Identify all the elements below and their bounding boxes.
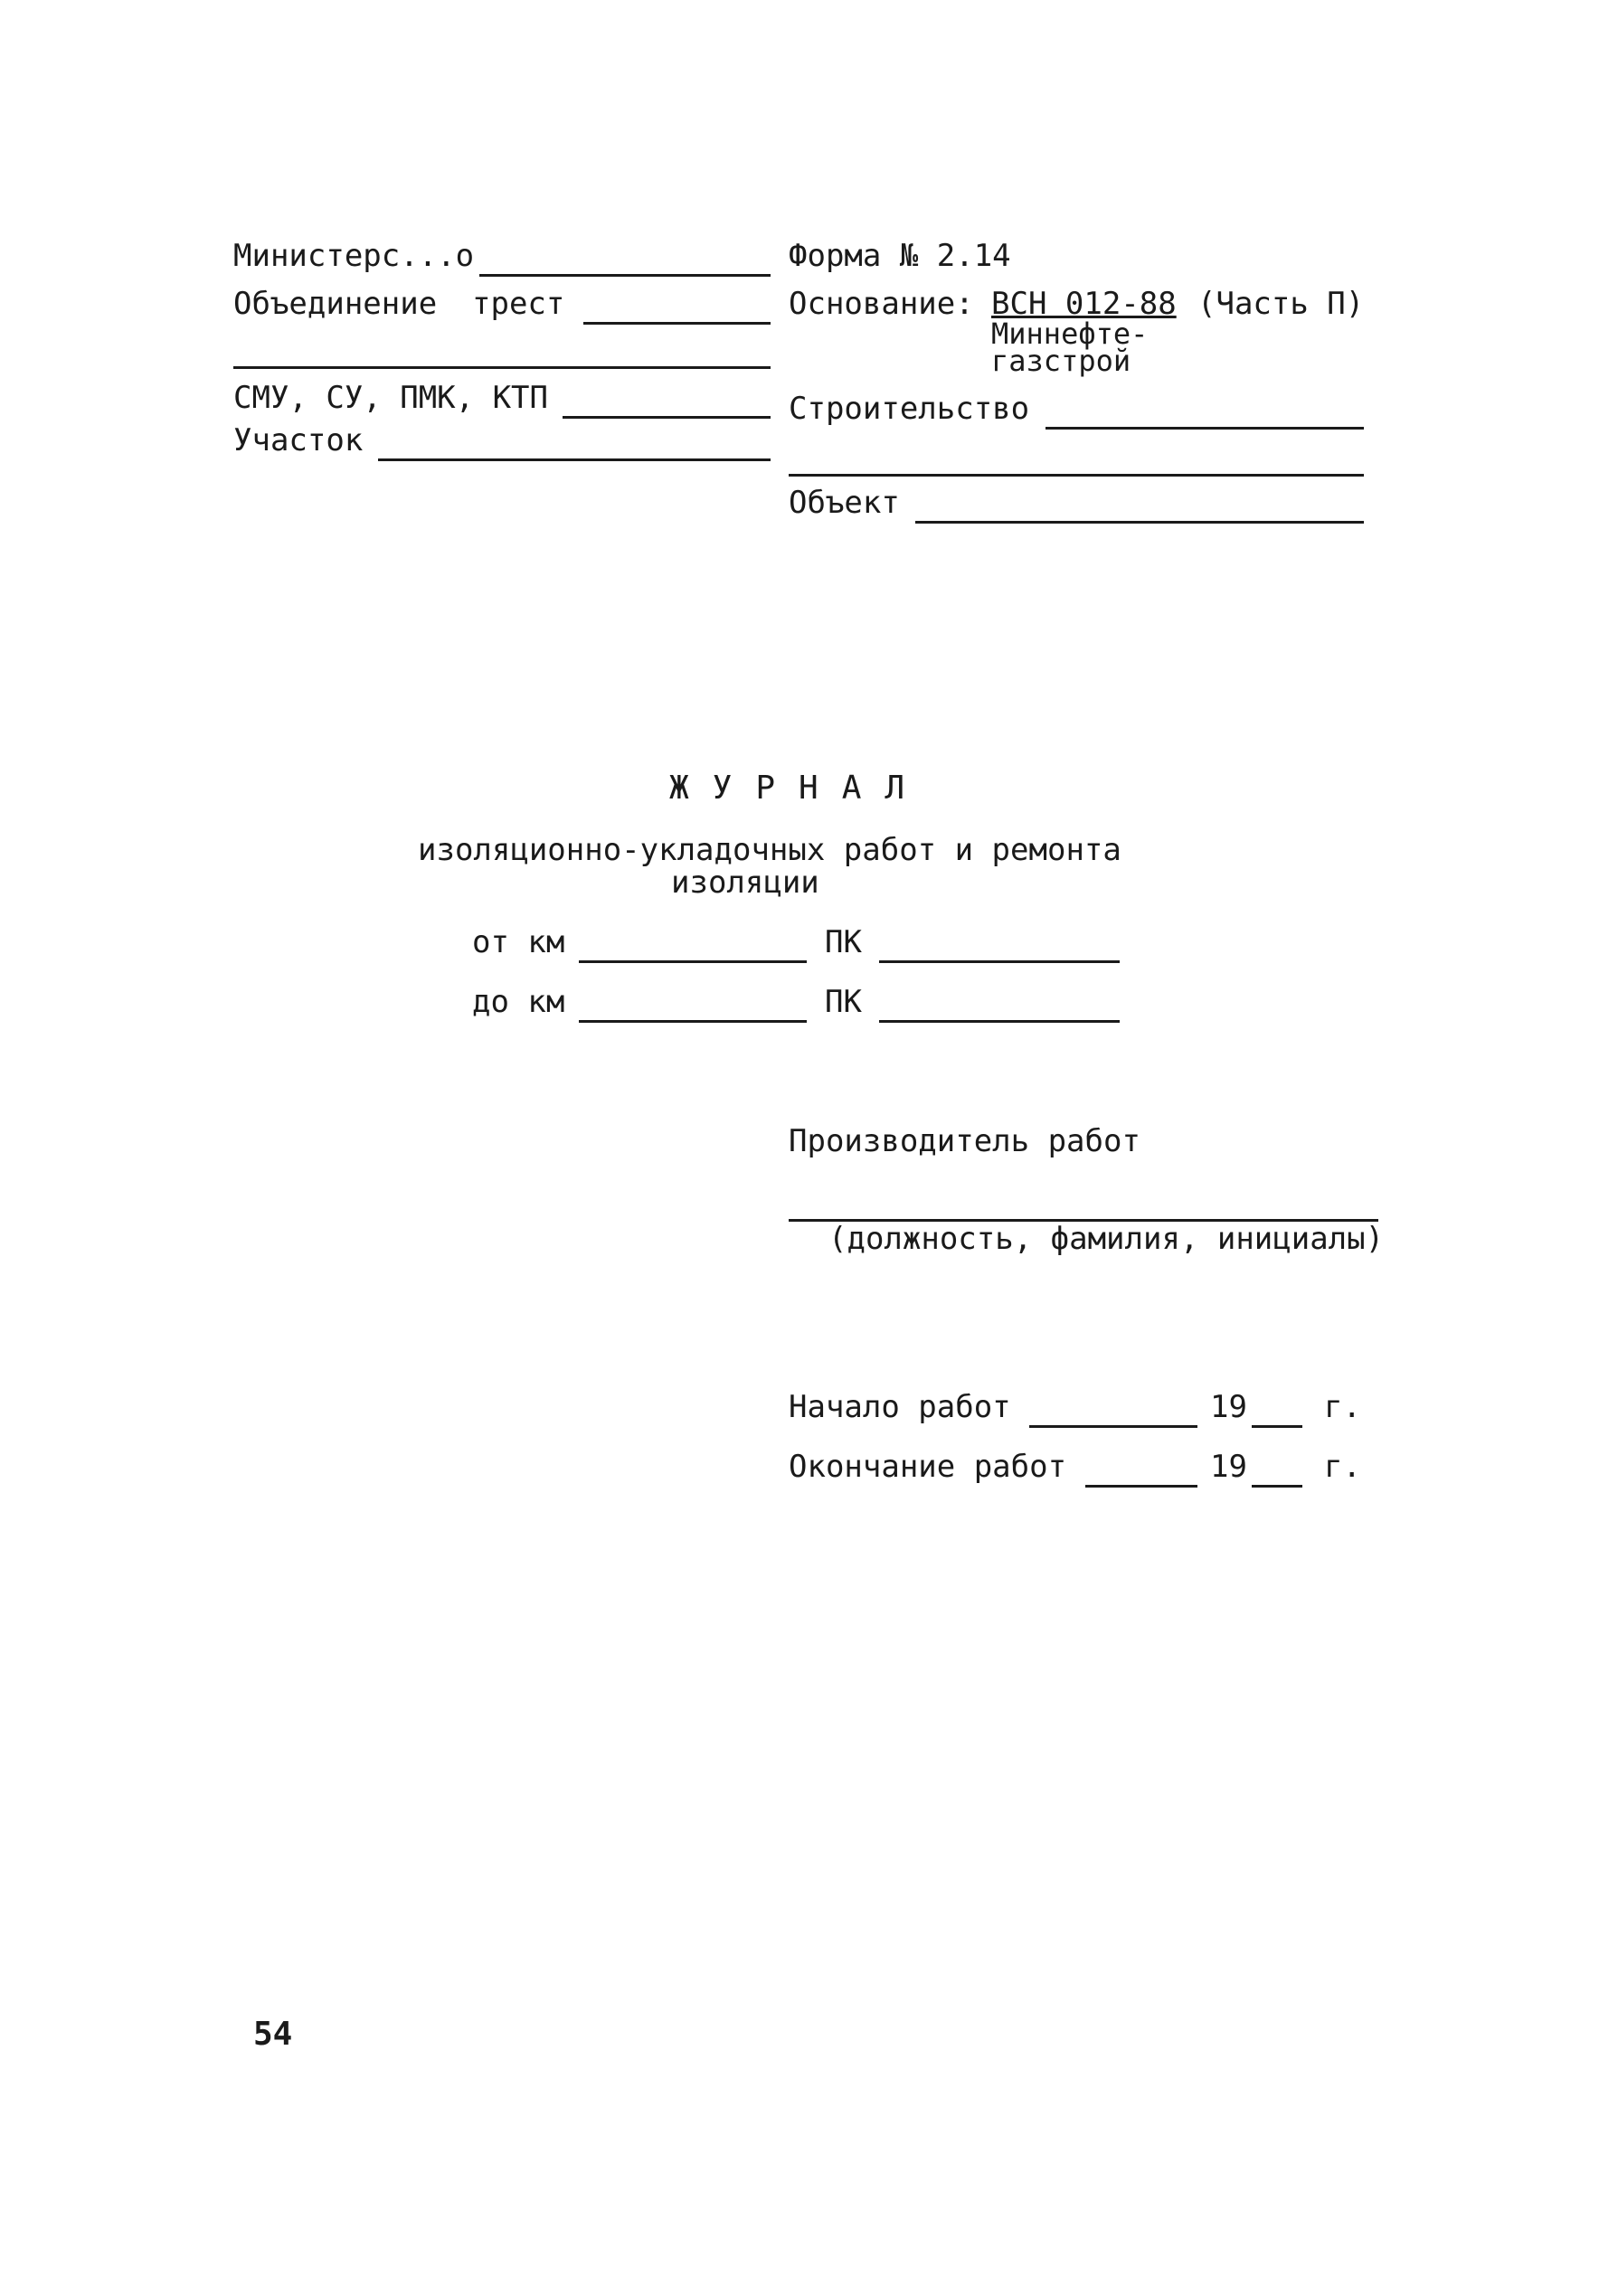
to-pk-field[interactable] [879,1020,1120,1023]
start-year-prefix: 19 [1210,1389,1247,1425]
journal-title: ЖУРНАЛ [669,770,929,807]
from-pk-field[interactable] [879,960,1120,963]
from-km-field[interactable] [579,960,807,963]
basis-part: (Часть П) [1197,286,1365,322]
basis-org-line1: Миннефте- [991,317,1149,351]
foreman-caption: (должность, фамилия, инициалы) [828,1221,1385,1257]
end-year-suffix: г. [1324,1449,1361,1485]
smu-field[interactable] [563,416,771,419]
ministry-field[interactable] [479,274,771,277]
trust-field[interactable] [583,322,771,325]
form-number: Форма № 2.14 [789,238,1011,274]
from-pk-label: ПК [825,924,862,960]
basis-org-line2: газстрой [991,344,1131,378]
association-field-continued[interactable] [233,366,771,369]
page-number: 54 [253,2016,293,2053]
section-label: Участок [233,422,364,458]
to-km-field[interactable] [579,1020,807,1023]
smu-label: СМУ, СУ, ПМК, КТП [233,380,548,416]
from-km-label: от км [472,924,565,960]
journal-subtitle-line2: изоляции [671,865,819,901]
end-date-field[interactable] [1085,1485,1197,1488]
to-pk-label: ПК [825,984,862,1020]
ministry-label: Министерс...о [233,238,475,274]
object-label: Объект [789,485,900,521]
basis-doc: ВСН 012-88 [991,286,1177,322]
end-year-field[interactable] [1252,1485,1302,1488]
construction-field[interactable] [1046,427,1364,430]
association-label: Объединение [233,286,438,322]
start-year-field[interactable] [1252,1425,1302,1428]
start-year-suffix: г. [1324,1389,1361,1425]
end-year-prefix: 19 [1210,1449,1247,1485]
end-label: Окончание работ [789,1449,1067,1485]
construction-field-continued[interactable] [789,474,1364,477]
journal-subtitle-line1: изоляционно-укладочных работ и ремонта [418,832,1121,868]
to-km-label: до км [472,984,565,1020]
foreman-label: Производитель работ [789,1123,1140,1159]
section-field[interactable] [378,458,771,461]
trust-label: трест [472,286,565,322]
construction-label: Строительство [789,391,1030,427]
start-date-field[interactable] [1029,1425,1197,1428]
object-field[interactable] [915,521,1364,524]
basis-label: Основание: [789,286,974,322]
start-label: Начало работ [789,1389,1011,1425]
